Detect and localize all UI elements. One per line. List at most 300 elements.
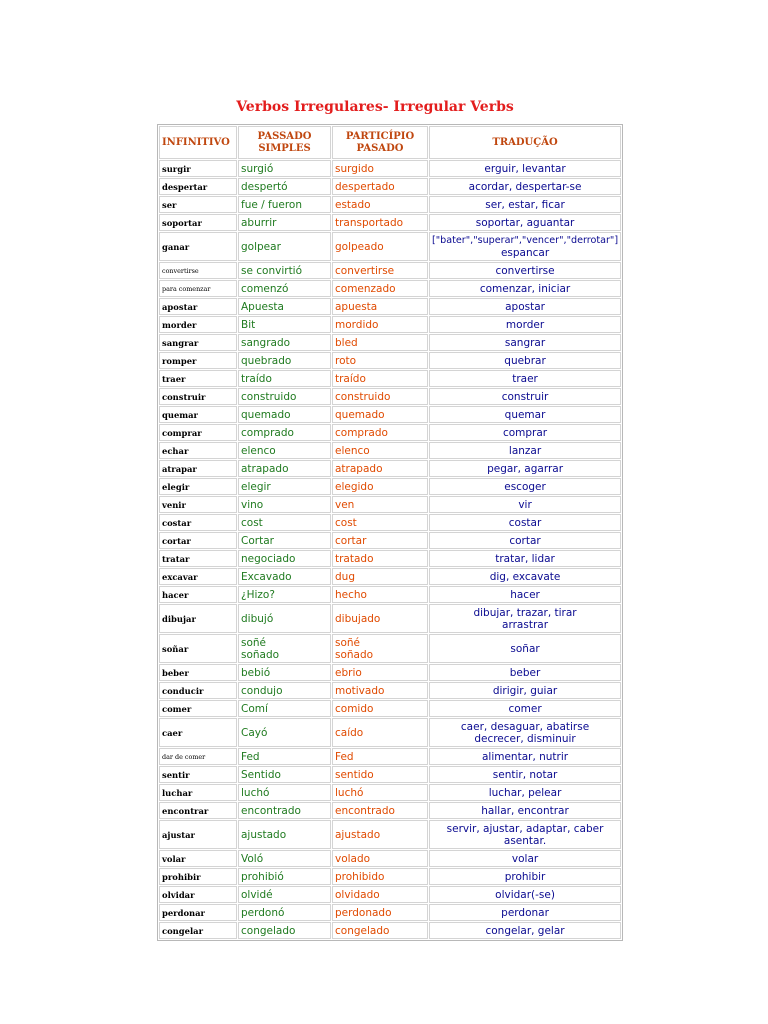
cell-infinitivo bbox=[159, 820, 237, 849]
cell-passado-simples-text: quemado bbox=[241, 408, 291, 421]
infinitivo-text: ser bbox=[162, 199, 177, 210]
cell-traducao bbox=[429, 406, 621, 423]
cell-passado-simples bbox=[238, 316, 331, 333]
infinitivo-text: romper bbox=[162, 355, 197, 366]
cell-participio-pasado bbox=[332, 766, 428, 783]
cell-participio-pasado-text: tratado bbox=[335, 552, 374, 565]
cell-participio-pasado bbox=[332, 700, 428, 717]
cell-traducao-text: traer bbox=[512, 372, 538, 385]
cell-infinitivo bbox=[159, 160, 237, 177]
cell-participio-pasado bbox=[332, 868, 428, 885]
cell-participio-pasado-text: cost bbox=[335, 516, 357, 529]
cell-traducao bbox=[429, 682, 621, 699]
cell-passado-simples-text: perdonó bbox=[241, 906, 285, 919]
cell-participio-pasado-text: roto bbox=[335, 354, 357, 367]
cell-participio-pasado-text: quemado bbox=[335, 408, 385, 421]
cell-participio-pasado-text: hecho bbox=[335, 588, 367, 601]
cell-traducao bbox=[429, 388, 621, 405]
cell-passado-simples-text: olvidé bbox=[241, 888, 273, 901]
cell-participio-pasado-text: congelado bbox=[335, 924, 390, 937]
cell-traducao-text: comenzar, iniciar bbox=[479, 282, 571, 295]
table-row bbox=[159, 634, 621, 663]
cell-participio-pasado bbox=[332, 460, 428, 477]
table-row bbox=[159, 748, 621, 765]
infinitivo-text: hacer bbox=[162, 589, 189, 600]
cell-passado-simples bbox=[238, 784, 331, 801]
header-traducao: TRADUÇÃO bbox=[429, 126, 621, 159]
cell-passado-simples bbox=[238, 178, 331, 195]
infinitivo-text: congelar bbox=[162, 925, 203, 936]
cell-infinitivo bbox=[159, 550, 237, 567]
cell-traducao-text: cortar bbox=[509, 534, 541, 547]
infinitivo-text: conducir bbox=[162, 685, 204, 696]
cell-traducao-text: soportar, aguantar bbox=[475, 216, 575, 229]
cell-infinitivo bbox=[159, 496, 237, 513]
table-row bbox=[159, 334, 621, 351]
cell-traducao bbox=[429, 280, 621, 297]
table-row bbox=[159, 178, 621, 195]
cell-infinitivo bbox=[159, 784, 237, 801]
cell-traducao-text: asentar. bbox=[503, 834, 547, 847]
cell-passado-simples-text: bebió bbox=[241, 666, 271, 679]
cell-infinitivo bbox=[159, 700, 237, 717]
cell-traducao-text: quemar bbox=[504, 408, 546, 421]
infinitivo-text: comer bbox=[162, 703, 192, 714]
cell-infinitivo bbox=[159, 868, 237, 885]
infinitivo-text: excavar bbox=[162, 571, 198, 582]
cell-passado-simples bbox=[238, 196, 331, 213]
table-row bbox=[159, 370, 621, 387]
table-row bbox=[159, 232, 621, 261]
cell-passado-simples-text: elenco bbox=[241, 444, 276, 457]
infinitivo-text: dar de comer bbox=[162, 752, 206, 761]
cell-traducao-text: vir bbox=[518, 498, 532, 511]
infinitivo-text: soportar bbox=[162, 217, 202, 228]
cell-traducao-text: caer, desaguar, abatirse bbox=[460, 720, 590, 733]
cell-traducao-text: dibujar, trazar, tirar bbox=[473, 606, 577, 619]
cell-passado-simples bbox=[238, 334, 331, 351]
cell-participio-pasado bbox=[332, 496, 428, 513]
cell-passado-simples-text: comprado bbox=[241, 426, 294, 439]
cell-traducao bbox=[429, 178, 621, 195]
cell-passado-simples bbox=[238, 406, 331, 423]
cell-participio-pasado-text: atrapado bbox=[335, 462, 383, 475]
cell-participio-pasado-text: comenzado bbox=[335, 282, 396, 295]
cell-participio-pasado-text: apuesta bbox=[335, 300, 378, 313]
cell-passado-simples-text: Bit bbox=[241, 318, 256, 331]
cell-passado-simples bbox=[238, 634, 331, 663]
infinitivo-text: ajustar bbox=[162, 829, 195, 840]
cell-passado-simples-text: se convirtió bbox=[241, 264, 303, 277]
cell-passado-simples-text: ¿Hizo? bbox=[241, 588, 275, 601]
cell-passado-simples bbox=[238, 160, 331, 177]
cell-participio-pasado bbox=[332, 748, 428, 765]
cell-participio-pasado-text: golpeado bbox=[335, 240, 384, 253]
cell-traducao-text: beber bbox=[509, 666, 541, 679]
cell-participio-pasado-text: luchó bbox=[335, 786, 364, 799]
table-row bbox=[159, 298, 621, 315]
cell-infinitivo bbox=[159, 886, 237, 903]
cell-passado-simples bbox=[238, 442, 331, 459]
cell-passado-simples-text: congelado bbox=[241, 924, 296, 937]
cell-participio-pasado bbox=[332, 532, 428, 549]
cell-passado-simples bbox=[238, 298, 331, 315]
cell-passado-simples bbox=[238, 682, 331, 699]
cell-participio-pasado bbox=[332, 178, 428, 195]
cell-participio-pasado bbox=[332, 682, 428, 699]
infinitivo-text: comprar bbox=[162, 427, 202, 438]
cell-traducao bbox=[429, 850, 621, 867]
infinitivo-text: caer bbox=[162, 727, 183, 738]
cell-participio-pasado-text: dibujado bbox=[335, 612, 381, 625]
cell-traducao-text: olvidar(-se) bbox=[495, 888, 555, 901]
infinitivo-text: olvidar bbox=[162, 889, 195, 900]
cell-traducao bbox=[429, 550, 621, 567]
cell-infinitivo bbox=[159, 214, 237, 231]
table-row bbox=[159, 664, 621, 681]
cell-traducao-text: apostar bbox=[505, 300, 545, 313]
table-row bbox=[159, 406, 621, 423]
infinitivo-text: despertar bbox=[162, 181, 208, 192]
cell-participio-pasado-text: ven bbox=[335, 498, 355, 511]
cell-traducao-text: soñar bbox=[510, 642, 540, 655]
cell-traducao bbox=[429, 766, 621, 783]
cell-passado-simples bbox=[238, 550, 331, 567]
cell-traducao-text: ["bater","superar","vencer","derrotar"] bbox=[432, 234, 619, 246]
table-row bbox=[159, 196, 621, 213]
table-row bbox=[159, 460, 621, 477]
cell-passado-simples-text: construido bbox=[241, 390, 297, 403]
cell-traducao-text: construir bbox=[501, 390, 549, 403]
cell-participio-pasado bbox=[332, 904, 428, 921]
table-row bbox=[159, 766, 621, 783]
cell-infinitivo bbox=[159, 280, 237, 297]
cell-participio-pasado bbox=[332, 334, 428, 351]
cell-traducao bbox=[429, 604, 621, 633]
cell-traducao bbox=[429, 334, 621, 351]
cell-infinitivo bbox=[159, 514, 237, 531]
cell-infinitivo bbox=[159, 682, 237, 699]
infinitivo-text: cortar bbox=[162, 535, 191, 546]
cell-traducao-text: perdonar bbox=[501, 906, 549, 919]
cell-participio-pasado-text: soñé bbox=[335, 636, 361, 649]
cell-passado-simples-text: traído bbox=[241, 372, 272, 385]
cell-participio-pasado-text: surgido bbox=[335, 162, 374, 175]
cell-infinitivo bbox=[159, 532, 237, 549]
verbs-table bbox=[157, 124, 623, 941]
cell-participio-pasado bbox=[332, 280, 428, 297]
cell-passado-simples bbox=[238, 568, 331, 585]
cell-participio-pasado-text: elenco bbox=[335, 444, 370, 457]
table-row bbox=[159, 280, 621, 297]
cell-traducao-text: comer bbox=[508, 702, 542, 715]
infinitivo-text: apostar bbox=[162, 301, 198, 312]
cell-passado-simples bbox=[238, 514, 331, 531]
cell-traducao-text: quebrar bbox=[504, 354, 546, 367]
cell-traducao bbox=[429, 214, 621, 231]
cell-traducao bbox=[429, 886, 621, 903]
cell-infinitivo bbox=[159, 766, 237, 783]
cell-passado-simples-text: Comí bbox=[241, 702, 268, 715]
cell-passado-simples-text: Excavado bbox=[241, 570, 292, 583]
infinitivo-text: sangrar bbox=[162, 337, 199, 348]
cell-traducao bbox=[429, 868, 621, 885]
infinitivo-text: elegir bbox=[162, 481, 190, 492]
cell-traducao-text: espancar bbox=[500, 246, 550, 259]
cell-infinitivo bbox=[159, 850, 237, 867]
cell-participio-pasado bbox=[332, 424, 428, 441]
cell-participio-pasado bbox=[332, 232, 428, 261]
cell-infinitivo bbox=[159, 262, 237, 279]
cell-passado-simples bbox=[238, 214, 331, 231]
cell-traducao bbox=[429, 514, 621, 531]
cell-passado-simples-text: soñé bbox=[241, 636, 267, 649]
header-participio-pasado: PARTICÍPIO PASADO bbox=[332, 126, 428, 159]
cell-infinitivo bbox=[159, 664, 237, 681]
cell-traducao bbox=[429, 316, 621, 333]
cell-traducao bbox=[429, 262, 621, 279]
cell-passado-simples-text: atrapado bbox=[241, 462, 289, 475]
cell-passado-simples bbox=[238, 904, 331, 921]
cell-participio-pasado-text: soñado bbox=[335, 648, 374, 661]
cell-traducao bbox=[429, 664, 621, 681]
cell-traducao-text: pegar, agarrar bbox=[487, 462, 564, 475]
cell-passado-simples bbox=[238, 922, 331, 939]
cell-participio-pasado-text: volado bbox=[335, 852, 371, 865]
infinitivo-text: volar bbox=[162, 853, 186, 864]
cell-passado-simples bbox=[238, 460, 331, 477]
cell-infinitivo bbox=[159, 478, 237, 495]
cell-traducao bbox=[429, 160, 621, 177]
cell-traducao bbox=[429, 802, 621, 819]
cell-passado-simples-text: encontrado bbox=[241, 804, 301, 817]
cell-participio-pasado-text: prohibido bbox=[335, 870, 385, 883]
cell-passado-simples-text: despertó bbox=[241, 180, 288, 193]
infinitivo-text: venir bbox=[162, 499, 186, 510]
page-title: Verbos Irregulares- Irregular Verbs bbox=[236, 99, 514, 115]
cell-traducao-text: ser, estar, ficar bbox=[485, 198, 565, 211]
cell-traducao-text: comprar bbox=[502, 426, 548, 439]
infinitivo-text: encontrar bbox=[162, 805, 209, 816]
infinitivo-text: beber bbox=[162, 667, 189, 678]
infinitivo-text: dibujar bbox=[162, 613, 196, 624]
table-row bbox=[159, 496, 621, 513]
cell-infinitivo bbox=[159, 298, 237, 315]
table-row bbox=[159, 886, 621, 903]
cell-participio-pasado bbox=[332, 850, 428, 867]
cell-participio-pasado bbox=[332, 478, 428, 495]
cell-traducao bbox=[429, 460, 621, 477]
cell-traducao-text: tratar, lidar bbox=[495, 552, 555, 565]
cell-infinitivo bbox=[159, 586, 237, 603]
cell-participio-pasado-text: sentido bbox=[335, 768, 374, 781]
cell-infinitivo bbox=[159, 460, 237, 477]
cell-passado-simples-text: quebrado bbox=[241, 354, 292, 367]
cell-passado-simples-text: luchó bbox=[241, 786, 270, 799]
cell-passado-simples-text: aburrir bbox=[241, 216, 277, 229]
cell-participio-pasado bbox=[332, 820, 428, 849]
table-row bbox=[159, 682, 621, 699]
table-row bbox=[159, 424, 621, 441]
cell-passado-simples-text: golpear bbox=[241, 240, 281, 253]
cell-participio-pasado bbox=[332, 160, 428, 177]
cell-infinitivo bbox=[159, 424, 237, 441]
infinitivo-text: sentir bbox=[162, 769, 190, 780]
cell-infinitivo bbox=[159, 568, 237, 585]
cell-passado-simples bbox=[238, 718, 331, 747]
cell-passado-simples bbox=[238, 802, 331, 819]
cell-passado-simples bbox=[238, 352, 331, 369]
cell-participio-pasado-text: transportado bbox=[335, 216, 404, 229]
cell-participio-pasado-text: encontrado bbox=[335, 804, 395, 817]
cell-participio-pasado bbox=[332, 586, 428, 603]
table-row bbox=[159, 514, 621, 531]
cell-participio-pasado bbox=[332, 568, 428, 585]
cell-infinitivo bbox=[159, 316, 237, 333]
cell-passado-simples-text: Cayó bbox=[241, 726, 268, 739]
cell-traducao-text: sangrar bbox=[504, 336, 546, 349]
table-row bbox=[159, 316, 621, 333]
cell-participio-pasado bbox=[332, 442, 428, 459]
cell-traducao-text: acordar, despertar-se bbox=[468, 180, 582, 193]
cell-participio-pasado bbox=[332, 802, 428, 819]
cell-participio-pasado bbox=[332, 214, 428, 231]
cell-traducao-text: costar bbox=[508, 516, 542, 529]
cell-traducao bbox=[429, 478, 621, 495]
cell-participio-pasado bbox=[332, 664, 428, 681]
cell-infinitivo bbox=[159, 634, 237, 663]
cell-traducao-text: luchar, pelear bbox=[488, 786, 562, 799]
table-row bbox=[159, 160, 621, 177]
cell-infinitivo bbox=[159, 352, 237, 369]
cell-passado-simples-text: negociado bbox=[241, 552, 296, 565]
table-header-row bbox=[159, 126, 621, 159]
infinitivo-text: atrapar bbox=[162, 463, 197, 474]
cell-participio-pasado bbox=[332, 262, 428, 279]
table-row bbox=[159, 568, 621, 585]
cell-participio-pasado bbox=[332, 514, 428, 531]
cell-traducao-text: dirigir, guiar bbox=[492, 684, 558, 697]
cell-passado-simples bbox=[238, 478, 331, 495]
cell-infinitivo bbox=[159, 334, 237, 351]
cell-infinitivo bbox=[159, 748, 237, 765]
cell-passado-simples-text: Fed bbox=[241, 750, 260, 763]
cell-participio-pasado bbox=[332, 634, 428, 663]
cell-traducao bbox=[429, 298, 621, 315]
cell-traducao-text: hallar, encontrar bbox=[481, 804, 569, 817]
cell-participio-pasado-text: caído bbox=[335, 726, 364, 739]
table-row bbox=[159, 586, 621, 603]
table-row bbox=[159, 214, 621, 231]
cell-traducao bbox=[429, 634, 621, 663]
table-row bbox=[159, 478, 621, 495]
cell-traducao bbox=[429, 568, 621, 585]
cell-infinitivo bbox=[159, 178, 237, 195]
cell-participio-pasado-text: ebrio bbox=[335, 666, 362, 679]
infinitivo-text: convertirse bbox=[162, 266, 199, 275]
cell-participio-pasado-text: olvidado bbox=[335, 888, 380, 901]
cell-passado-simples-text: Sentido bbox=[241, 768, 281, 781]
table-row bbox=[159, 604, 621, 633]
cell-passado-simples-text: cost bbox=[241, 516, 263, 529]
cell-passado-simples bbox=[238, 868, 331, 885]
cell-passado-simples bbox=[238, 886, 331, 903]
table-row bbox=[159, 388, 621, 405]
table-row bbox=[159, 820, 621, 849]
cell-participio-pasado-text: estado bbox=[335, 198, 371, 211]
cell-passado-simples-text: fue / fueron bbox=[241, 198, 303, 211]
cell-passado-simples bbox=[238, 586, 331, 603]
cell-infinitivo bbox=[159, 232, 237, 261]
cell-traducao bbox=[429, 496, 621, 513]
cell-traducao-text: dig, excavate bbox=[489, 570, 561, 583]
infinitivo-text: para comenzar bbox=[162, 284, 211, 293]
cell-passado-simples-text: Voló bbox=[241, 852, 264, 865]
cell-traducao bbox=[429, 424, 621, 441]
cell-participio-pasado-text: convertirse bbox=[335, 264, 395, 277]
cell-traducao-text: prohibir bbox=[504, 870, 546, 883]
cell-infinitivo bbox=[159, 922, 237, 939]
cell-infinitivo bbox=[159, 904, 237, 921]
cell-traducao bbox=[429, 718, 621, 747]
cell-participio-pasado bbox=[332, 718, 428, 747]
cell-participio-pasado bbox=[332, 352, 428, 369]
infinitivo-text: perdonar bbox=[162, 907, 205, 918]
infinitivo-text: surgir bbox=[162, 163, 191, 174]
cell-traducao-text: convertirse bbox=[495, 264, 555, 277]
cell-passado-simples bbox=[238, 496, 331, 513]
cell-passado-simples-text: dibujó bbox=[241, 612, 274, 625]
cell-traducao-text: escoger bbox=[504, 480, 546, 493]
verbs-table-wrapper bbox=[157, 124, 623, 941]
cell-participio-pasado bbox=[332, 922, 428, 939]
cell-traducao-text: congelar, gelar bbox=[485, 924, 565, 937]
cell-passado-simples bbox=[238, 850, 331, 867]
cell-passado-simples bbox=[238, 700, 331, 717]
cell-passado-simples-text: condujo bbox=[241, 684, 283, 697]
cell-participio-pasado-text: construido bbox=[335, 390, 391, 403]
cell-participio-pasado bbox=[332, 388, 428, 405]
infinitivo-text: tratar bbox=[162, 553, 190, 564]
table-row bbox=[159, 922, 621, 939]
cell-passado-simples-text: soñado bbox=[241, 648, 280, 661]
cell-traducao-text: decrecer, disminuir bbox=[474, 732, 576, 745]
cell-participio-pasado bbox=[332, 298, 428, 315]
table-row bbox=[159, 442, 621, 459]
cell-traducao-text: hacer bbox=[510, 588, 540, 601]
cell-passado-simples-text: sangrado bbox=[241, 336, 291, 349]
infinitivo-text: quemar bbox=[162, 409, 198, 420]
cell-traducao-text: alimentar, nutrir bbox=[481, 750, 569, 763]
cell-participio-pasado bbox=[332, 196, 428, 213]
cell-participio-pasado bbox=[332, 406, 428, 423]
table-row bbox=[159, 352, 621, 369]
cell-participio-pasado-text: mordido bbox=[335, 318, 379, 331]
cell-traducao bbox=[429, 700, 621, 717]
cell-traducao-text: erguir, levantar bbox=[484, 162, 566, 175]
cell-traducao bbox=[429, 784, 621, 801]
cell-passado-simples bbox=[238, 370, 331, 387]
cell-traducao bbox=[429, 196, 621, 213]
cell-traducao bbox=[429, 820, 621, 849]
cell-infinitivo bbox=[159, 802, 237, 819]
table-row bbox=[159, 784, 621, 801]
cell-participio-pasado bbox=[332, 886, 428, 903]
cell-traducao-text: sentir, notar bbox=[492, 768, 558, 781]
cell-traducao bbox=[429, 352, 621, 369]
cell-traducao bbox=[429, 442, 621, 459]
cell-traducao-text: lanzar bbox=[508, 444, 542, 457]
